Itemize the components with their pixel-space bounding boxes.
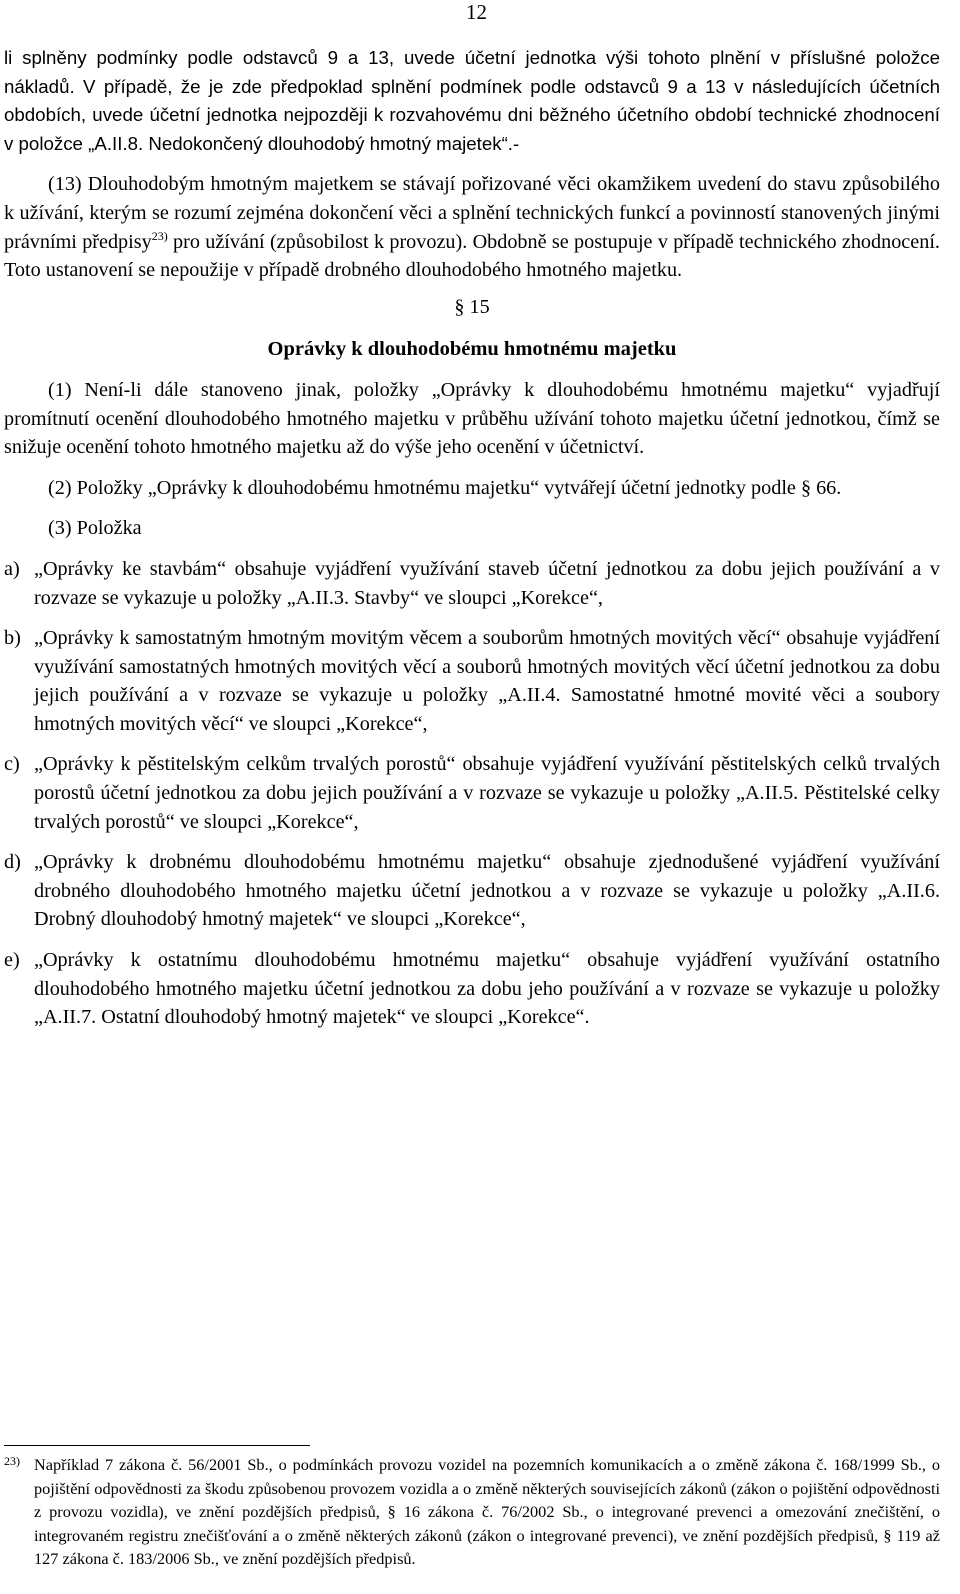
- list-item-label: d): [4, 851, 21, 874]
- list-item-a: [4, 555, 940, 612]
- list-item-e: [4, 946, 940, 1032]
- section-title: Oprávky k dlouhodobému hmotnému majetku: [267, 338, 677, 361]
- document-body: [4, 44, 940, 1032]
- footnote-reference: 23): [151, 228, 168, 243]
- list-item-text: „Oprávky k drobnému dlouhodobému hmotnému majetku“ obsahuje zjednodušené vyjádření využívání drobného dlouhodobého hmotného majetku účetní jednotkou a v rozvaze se vykazuje u položky „A.II.6. Drobný dlouhodobý hmotný majetek“ ve sloupci „Korekce“,: [34, 851, 940, 931]
- footnote-text: Například 7 zákona č. 56/2001 Sb., o podmínkách provozu vozidel na pozemních komunikacích a o změně zákona č. 168/1999 Sb., o pojištění odpovědnosti za škodu způsobenou provozem vozidla a o změně některých souvisejících zákonů (zákon o pojištění odpovědnosti z provozu vozidla), ve znění pozdějších předpisů, § 16 zákona č. 76/2002 Sb., o integrované prevenci a omezování znečištění, o integrovaném registru znečišťování a o změně některých zákonů (zákon o integrované prevenci), ve znění pozdějších předpisů, § 119 až 127 zákona č. 183/2006 Sb., ve znění pozdějších předpisů.: [34, 1455, 940, 1568]
- list-item-text: „Oprávky ke stavbám“ obsahuje vyjádření využívání staveb účetní jednotkou za dobu jejich používání a v rozvaze se vykazuje u položky „A.II.3. Stavby“ ve sloupci „Korekce“,: [34, 557, 940, 609]
- paragraph-3: (3) Položka: [48, 517, 142, 540]
- footnote-mark: 23): [4, 1454, 20, 1468]
- list-item-text: „Oprávky k ostatnímu dlouhodobému hmotnému majetku“ obsahuje vyjádření využívání ostatního dlouhodobého hmotného majetku účetní jednotkou za dobu jeho používání a v rozvaze se vykazuje u položky „A.II.7. Ostatní dlouhodobý hmotný majetek“ ve sloupci „Korekce“.: [34, 949, 940, 1029]
- page-number: 12: [466, 0, 487, 24]
- paragraph-13: [4, 170, 940, 284]
- section-number: § 15: [454, 295, 490, 318]
- list-item-text: „Oprávky k samostatným hmotným movitým věcem a souborům hmotných movitých věcí“ obsahuje vyjádření využívání samostatných hmotných movitých věcí a souborů hmotných movitých věcí účetní jednotkou za dobu jejich používání a v rozvaze se vykazuje u položky „A.II.4. Samostatné hmotné movité věci a soubory hmotných movitých věcí“ ve sloupci „Korekce“,: [34, 627, 940, 735]
- list-item-text: „Oprávky k pěstitelským celkům trvalých porostů“ obsahuje vyjádření využívání pěstitelských celků trvalých porostů účetní jednotkou za dobu jejich používání a v rozvaze se vykazuje u položky „A.II.5. Pěstitelské celky trvalých porostů“ ve sloupci „Korekce“,: [34, 753, 940, 833]
- intro-paragraph: li splněny podmínky podle odstavců 9 a 13, uvede účetní jednotka výši tohoto plnění v příslušné položce nákladů. V případě, že je zde předpoklad splnění podmínek podle odstavců 9 a 13 v následujících účetních obdobích, uvede účetní jednotka nejpozději k rozvahovému dni běžného účetního období technické zhodnocení v položce „A.II.8. Nedokončený dlouhodobý hmotný majetek“.-: [4, 47, 940, 154]
- list-item-label: c): [4, 753, 20, 776]
- list-item-label: e): [4, 949, 20, 972]
- paragraph-13-text: (13) Dlouhodobým hmotným majetkem se stávají pořizované věci okamžikem uvedení do stavu způsobilého k užívání, kterým se rozumí zejména dokončení věci a splnění technických funkcí a povinností stanovených jinými právními předpisy: [4, 173, 940, 253]
- paragraph-1: (1) Není-li dále stanoveno jinak, položky „Oprávky k dlouhodobému hmotnému majetku“ vyjadřují promítnutí ocenění dlouhodobého hmotného majetku v průběhu užívání tohoto majetku účetní jednotkou, čímž se snižuje ocenění tohoto hmotného majetku až do výše jeho ocenění v účetnictví.: [4, 378, 940, 459]
- list-item-label: b): [4, 627, 21, 650]
- list-item-label: a): [4, 557, 20, 580]
- paragraph-2: (2) Položky „Oprávky k dlouhodobému hmotnému majetku“ vytvářejí účetní jednotky podle § 66.: [48, 476, 842, 499]
- footnote-divider: [4, 1445, 310, 1446]
- list-item-c: [4, 750, 940, 836]
- paragraph-13-text-end: pro užívání (způsobilost k provozu). Obdobně se postupuje v případě technického zhodnocení. Toto ustanovení se nepoužije v případě drobného dlouhodobého hmotného majetku.: [4, 230, 940, 282]
- footnote: [4, 1453, 940, 1571]
- list-item-d: [4, 848, 940, 934]
- list-item-b: [4, 624, 940, 738]
